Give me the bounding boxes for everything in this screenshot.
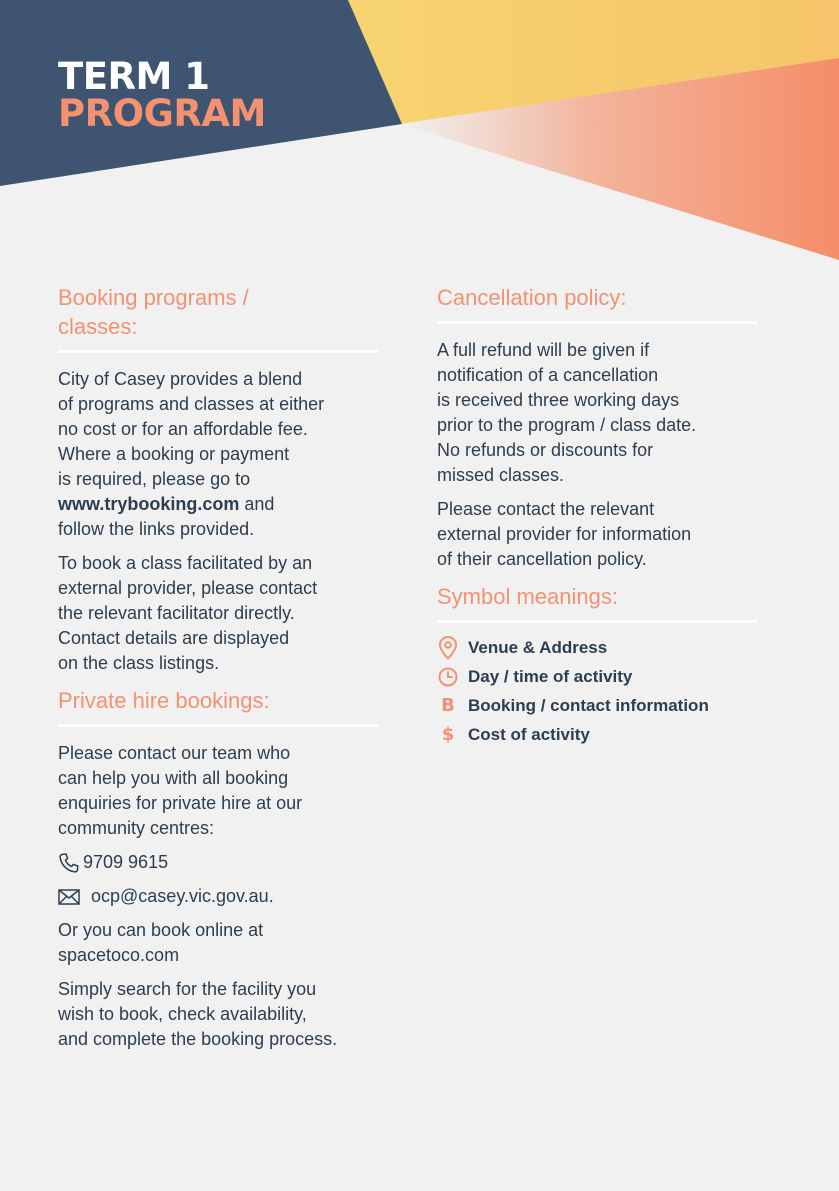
private-hire-section [58,686,378,1052]
text-line: A full refund will be given if [437,340,650,360]
symbol-label: Day / time of activity [468,666,633,686]
symbol-glyph: B [441,695,455,716]
booking-heading-line-2: classes: [58,314,138,339]
symbol-item-cost [437,720,757,749]
text-line: and complete the booking process. [58,1029,338,1049]
envelope-icon [58,888,82,906]
text-line: is received three working days [437,390,680,410]
text-line: external provider, please contact [58,578,318,598]
text-line: Where a booking or payment [58,444,290,464]
booking-section [58,283,378,676]
text-line: wish to book, check availability, [58,1004,307,1024]
text-line: can help you with all booking [58,768,289,788]
email-contact[interactable] [58,884,378,909]
text-line: Please contact our team who [58,743,291,763]
text-line: missed classes. [437,465,565,485]
symbols-section [437,582,757,749]
cancellation-heading: Cancellation policy: [437,283,757,324]
text-line: follow the links provided. [58,519,255,539]
right-column [437,283,757,749]
text-line: external provider for information [437,524,692,544]
text-line: enquiries for private hire at our [58,793,303,813]
booking-heading-line-1: Booking programs / [58,285,249,310]
title-line-2: PROGRAM [58,92,266,135]
text-line: of their cancellation policy. [437,549,647,569]
text-line: is required, please go to [58,469,251,489]
cancellation-paragraph-1 [437,338,757,488]
text-line: To book a class facilitated by an [58,553,313,573]
symbol-glyph: $ [441,724,455,745]
private-hire-heading: Private hire bookings: [58,686,378,727]
title-line-1: TERM 1 [58,55,210,98]
private-hire-paragraph-2 [58,918,378,968]
symbol-item-time [437,662,757,691]
dollar-icon [437,723,459,747]
text-line: on the class listings. [58,653,220,673]
booking-paragraph-1 [58,367,378,542]
text-line: Contact details are displayed [58,628,290,648]
letter-b-icon [437,694,459,718]
booking-heading [58,283,378,353]
text-line: City of Casey provides a blend [58,369,303,389]
trybooking-link[interactable]: www.trybooking.com [58,494,240,514]
spacetoco-link[interactable]: spacetoco.com [58,945,180,965]
text-line: prior to the program / class date. [437,415,697,435]
symbol-label: Venue & Address [468,637,608,657]
cancellation-paragraph-2 [437,497,757,572]
symbol-label: Booking / contact information [468,695,709,715]
text-line: Please contact the relevant [437,499,655,519]
phone-number[interactable]: 9709 9615 [83,852,169,872]
email-address[interactable]: ocp@casey.vic.gov.au. [91,886,274,906]
symbol-item-venue [437,633,757,662]
cancellation-section [437,283,757,572]
symbols-heading: Symbol meanings: [437,582,757,623]
text-line: and [239,494,275,514]
left-column [58,283,378,1052]
symbol-item-booking [437,691,757,720]
text-line: notification of a cancellation [437,365,659,385]
booking-paragraph-2 [58,551,378,676]
text-line: no cost or for an affordable fee. [58,419,308,439]
text-line: of programs and classes at either [58,394,325,414]
text-line: Simply search for the facility you [58,979,317,999]
header-banner [0,0,839,270]
symbol-list [437,633,757,749]
page-title [58,55,266,135]
map-pin-icon [437,636,459,660]
phone-icon [58,852,80,874]
phone-contact[interactable] [58,850,378,875]
clock-icon [437,665,459,689]
text-line: community centres: [58,818,215,838]
private-hire-paragraph-1 [58,741,378,841]
text-line: the relevant facilitator directly. [58,603,295,623]
text-line: No refunds or discounts for [437,440,654,460]
text-line: Or you can book online at [58,920,264,940]
symbol-label: Cost of activity [468,724,590,744]
private-hire-paragraph-3 [58,977,378,1052]
